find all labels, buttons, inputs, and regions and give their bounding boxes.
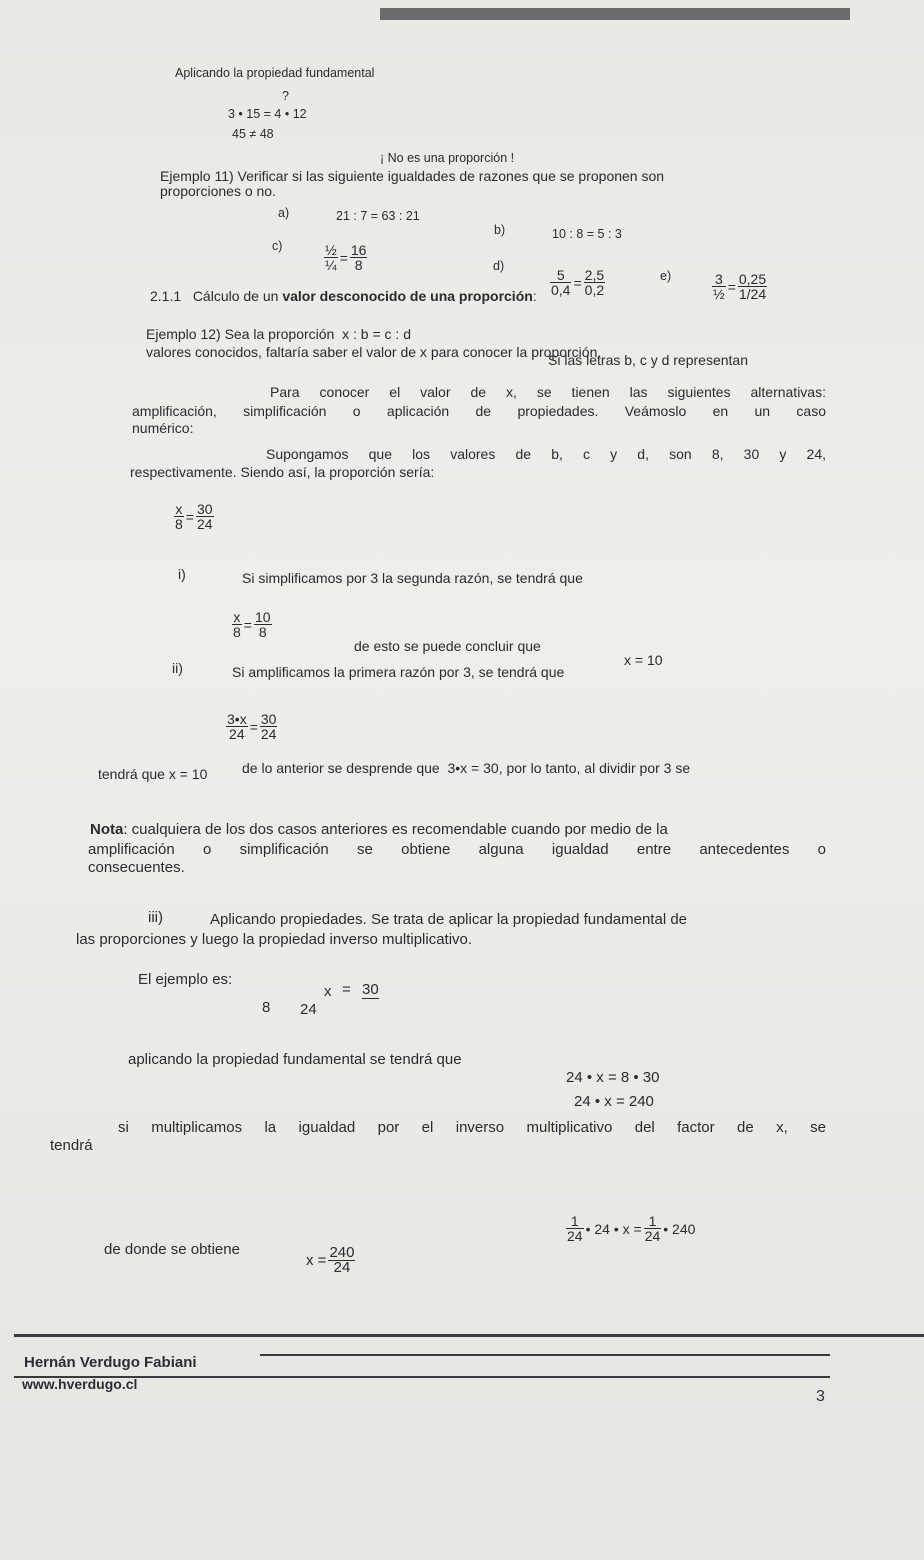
para1-line1: Para conocer el valor de x, se tienen las siguientes alternativas: xyxy=(270,384,826,400)
multiply-line2: tendrá xyxy=(50,1137,93,1154)
frac-num: 30 xyxy=(196,501,213,517)
section-title-post: : xyxy=(532,288,537,304)
step-iii-label: iii) xyxy=(148,909,163,926)
note-text-1: : cualquiera de los dos casos anteriores es recomendable cuando por medio de la xyxy=(123,821,668,838)
step-ii-result-text: tendrá que xyxy=(98,766,165,782)
step-ii-deduction-text: de lo anterior se desprende que xyxy=(242,760,440,776)
section-title-pre: Cálculo de un xyxy=(192,288,283,304)
item-a-label: a) xyxy=(278,206,290,220)
para2-line1: Supongamos que los valores de b, c y d, son 8, 30 y 24, xyxy=(266,446,826,462)
footer-rule-middle xyxy=(260,1354,830,1356)
example-11-line1: Ejemplo 11) Verificar si las siguiente igualdades de razones que se proponen son xyxy=(160,168,665,184)
example-label: El ejemplo es: xyxy=(138,971,233,988)
item-d-label: d) xyxy=(493,259,505,273)
frac-den: 24 xyxy=(567,1228,583,1244)
step-ii-fraction xyxy=(226,712,277,741)
frac-den: 8 xyxy=(175,516,183,532)
example-equals: = xyxy=(342,981,351,998)
frac-num: 1 xyxy=(566,1214,584,1229)
section-heading xyxy=(150,288,537,304)
step-i-conclude: de esto se puede concluir que xyxy=(354,638,541,654)
example-den-24: 24 xyxy=(300,1001,317,1018)
equals-sign: = xyxy=(249,718,258,735)
footer-url: www.hverdugo.cl xyxy=(22,1376,138,1392)
footer-author: Hernán Verdugo Fabiani xyxy=(24,1354,197,1371)
obtain-text: de donde se obtiene xyxy=(104,1241,240,1258)
equals-sign: = xyxy=(243,616,252,633)
frac-num: 2,5 xyxy=(584,267,605,283)
inverse-middle: • 24 • x = xyxy=(585,1220,642,1237)
proportion-fraction xyxy=(174,502,214,531)
frac-den: 24 xyxy=(196,516,213,532)
proportion-expression: x : b = c : d xyxy=(342,326,411,342)
frac-num: ½ xyxy=(325,242,337,258)
frac-num: 0,25 xyxy=(738,271,767,287)
frac-num: 1 xyxy=(644,1214,662,1229)
step-i-result: x = 10 xyxy=(624,652,663,668)
item-a-equation: 21 : 7 = 63 : 21 xyxy=(336,209,420,223)
applying-eq2: 24 • x = 240 xyxy=(574,1093,654,1110)
item-e-label: e) xyxy=(660,269,672,283)
frac-den: 8 xyxy=(258,624,267,640)
frac-den: ¼ xyxy=(325,257,337,273)
equals-sign: = xyxy=(339,249,348,266)
applying-eq1: 24 • x = 8 • 30 xyxy=(566,1069,660,1086)
equals-sign: = xyxy=(727,278,736,295)
section-title-bold: valor desconocido de una proporción xyxy=(282,288,533,304)
item-b-label: b) xyxy=(494,223,506,237)
step-i-fraction xyxy=(232,610,272,639)
example-11-line2: proporciones o no. xyxy=(160,183,276,199)
applying-text: aplicando la propiedad fundamental se tendrá que xyxy=(128,1051,462,1068)
frac-num: 10 xyxy=(254,609,271,625)
not-proportion-note: ¡ No es una proporción ! xyxy=(380,151,515,165)
equation-1: 3 • 15 = 4 • 12 xyxy=(228,107,307,121)
step-ii-result-equation: x = 10 xyxy=(168,766,208,782)
page-number: 3 xyxy=(816,1388,825,1405)
question-mark: ? xyxy=(282,89,289,103)
top-edge-bar xyxy=(380,8,850,20)
frac-num: 16 xyxy=(350,242,367,258)
section-number: 2.1.1 xyxy=(150,288,182,304)
item-c-fraction xyxy=(324,243,367,272)
example-numerator: 30 xyxy=(362,981,379,998)
inverse-equation xyxy=(566,1214,697,1243)
final-x: x = xyxy=(306,1252,327,1269)
step-ii-result xyxy=(98,766,207,782)
item-e-fraction xyxy=(712,272,767,301)
equation-2: 45 ≠ 48 xyxy=(232,127,274,141)
item-b-equation: 10 : 8 = 5 : 3 xyxy=(552,227,622,241)
step-ii-deduction-tail: , por lo tanto, al dividir por 3 se xyxy=(498,760,691,776)
step-iii-line1: Aplicando propiedades. Se trata de aplicar la propiedad fundamental de xyxy=(210,911,687,928)
step-ii-equation: 3•x = 30 xyxy=(447,760,499,776)
frac-num: 240 xyxy=(329,1244,355,1261)
frac-den: 24 xyxy=(260,726,277,742)
frac-den: 0,2 xyxy=(584,282,605,298)
frac-den: 24 xyxy=(333,1259,351,1276)
frac-den: 24 xyxy=(229,726,245,742)
frac-num: 30 xyxy=(260,711,277,727)
example-12-intro: Ejemplo 12) Sea la proporción xyxy=(146,326,335,342)
final-result xyxy=(304,1246,355,1275)
note-line3: consecuentes. xyxy=(88,859,185,876)
item-d-fraction xyxy=(550,268,605,297)
equals-sign: = xyxy=(573,274,582,291)
step-ii-text: Si amplificamos la primera razón por 3, se tendrá que xyxy=(232,664,565,680)
item-c-label: c) xyxy=(272,239,283,253)
para1-line3: numérico: xyxy=(132,420,194,436)
frac-num: x xyxy=(175,501,183,517)
step-i-label: i) xyxy=(178,566,186,582)
frac-num: 3•x xyxy=(227,711,247,727)
frac-num: 3 xyxy=(712,272,726,287)
equals-sign: = xyxy=(185,508,194,525)
note-line1 xyxy=(90,822,668,838)
frac-num: 5 xyxy=(550,268,571,283)
note-line2: amplificación o simplificación se obtiene alguna igualdad entre antecedentes o xyxy=(88,841,826,858)
para1-line2: amplificación, simplificación o aplicación de propiedades. Veámoslo en un caso xyxy=(132,403,826,419)
frac-den: 1/24 xyxy=(738,286,767,302)
heading-fundamental: Aplicando la propiedad fundamental xyxy=(175,66,375,80)
example-12-line1b: Si las letras b, c y d representan xyxy=(548,352,748,368)
example-x: x xyxy=(324,983,332,1000)
step-ii-label: ii) xyxy=(172,660,183,676)
frac-den: 0,4 xyxy=(551,282,571,298)
frac-den: 24 xyxy=(644,1228,661,1244)
frac-den: 8 xyxy=(233,624,241,640)
frac-den: ½ xyxy=(713,286,725,302)
frac-den: 8 xyxy=(354,257,363,273)
note-label: Nota xyxy=(90,821,124,838)
frac-num: x xyxy=(233,609,241,625)
step-i-text: Si simplificamos por 3 la segunda razón, se tendrá que xyxy=(242,570,583,586)
inverse-end: • 240 xyxy=(663,1220,696,1237)
para2-line2: respectivamente. Siendo así, la proporción sería: xyxy=(130,464,435,480)
footer-rule-top xyxy=(14,1334,924,1337)
example-12-line1 xyxy=(146,326,411,342)
step-ii-deduction xyxy=(242,760,690,776)
step-iii-line2: las proporciones y luego la propiedad inverso multiplicativo. xyxy=(76,931,473,948)
multiply-line1: si multiplicamos la igualdad por el inverso multiplicativo del factor de x, se xyxy=(118,1119,826,1136)
example-den-8: 8 xyxy=(262,999,271,1016)
example-12-line2: valores conocidos, faltaría saber el valor de x para conocer la proporción. xyxy=(146,344,602,360)
